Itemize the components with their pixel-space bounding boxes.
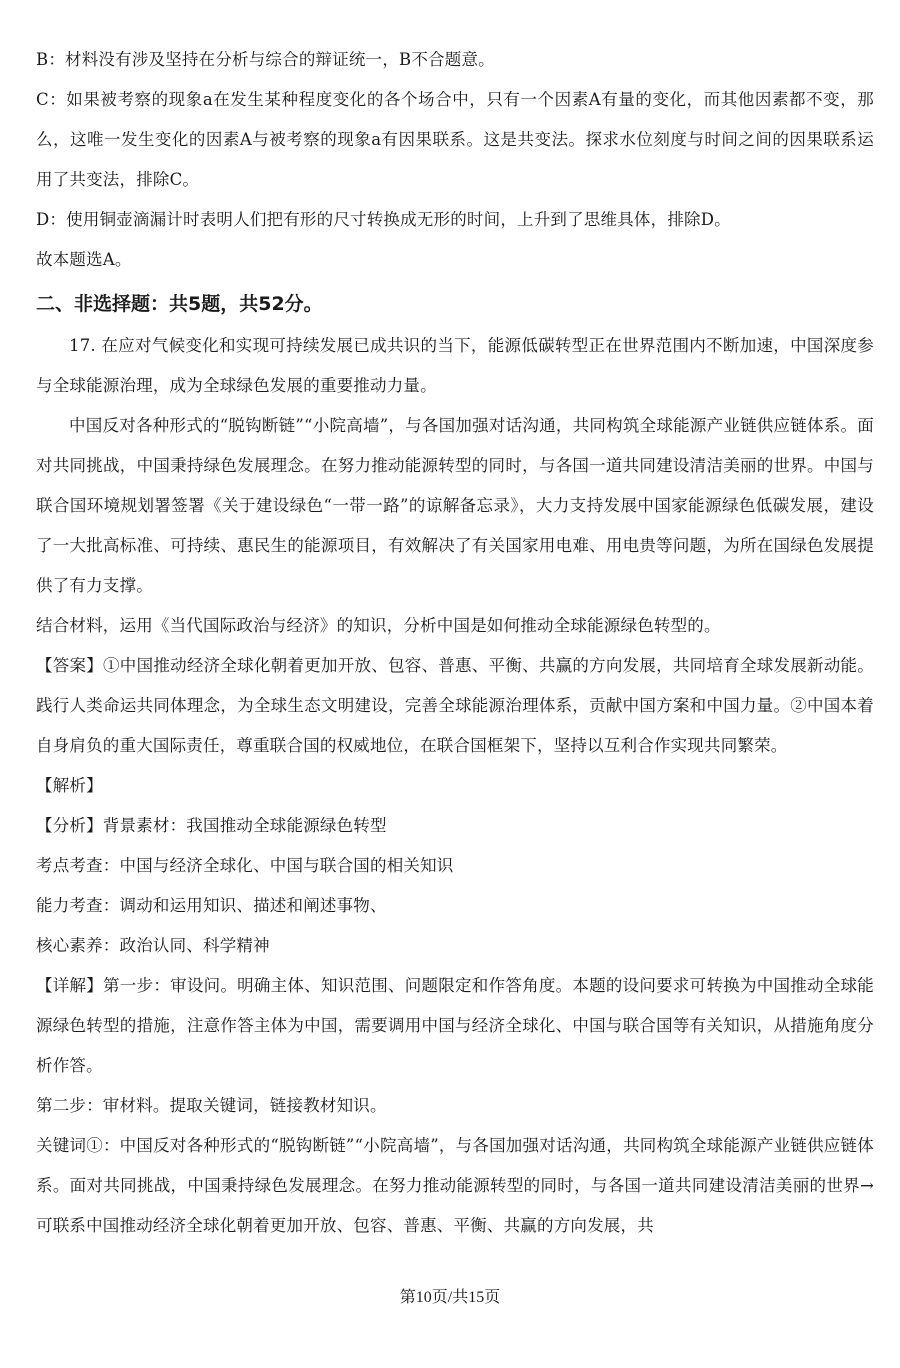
analysis-knowledge-points: 考点考查：中国与经济全球化、中国与联合国的相关知识 bbox=[36, 856, 454, 875]
analysis-label: 【解析】 bbox=[36, 776, 103, 795]
option-b-explanation: B：材料没有涉及坚持在分析与综合的辩证统一，B不合题意。 bbox=[36, 50, 495, 69]
question-material-2: 中国反对各种形式的“脱钩断链”“小院高墙”，与各国加强对话沟通，共同构筑全球能源产业链供应链体系。面对共同挑战，中国秉持绿色发展理念。在努力推动能源转型的同时，与各国一道共同建设清洁美丽的世界。中国与联合国环境规划署签署《关于建设绿色“一带一路”的谅解备忘录》，大力支持发展中国家能源绿色低碳发展，建设了一大批高标准、可持续、惠民生的能源项目，有效解决了有关国家用电难、用电贵等问题，为所在国绿色发展提供了有力支撑。 bbox=[36, 416, 874, 595]
section-title: 二、非选择题：共5题，共52分。 bbox=[36, 293, 323, 315]
document-page bbox=[36, 40, 874, 1246]
analysis-ability: 能力考查：调动和运用知识、描述和阐述事物、 bbox=[36, 896, 387, 915]
answer-text: 【答案】①中国推动经济全球化朝着更加开放、包容、普惠、平衡、共赢的方向发展，共同培育全球发展新动能。践行人类命运共同体理念，为全球生态文明建设，完善全球能源治理体系，贡献中国方案和中国力量。②中国本着自身肩负的重大国际责任，尊重联合国的权威地位，在联合国框架下，坚持以互利合作实现共同繁荣。 bbox=[36, 656, 874, 755]
page-number: 第10页/共15页 bbox=[399, 1289, 501, 1306]
option-d-explanation: D：使用铜壶滴漏计时表明人们把有形的尺寸转换成无形的时间，上升到了思维具体，排除D。 bbox=[36, 210, 731, 229]
option-c-explanation: C：如果被考察的现象a在发生某种程度变化的各个场合中，只有一个因素A有量的变化，而其他因素都不变，那么，这唯一发生变化的因素A与被考察的现象a有因果联系。这是共变法。探求水位刻度与时间之间的因果联系运用了共变法，排除C。 bbox=[36, 90, 874, 189]
analysis-background: 【分析】背景素材：我国推动全球能源绿色转型 bbox=[36, 816, 387, 835]
analysis-detail-step1: 【详解】第一步：审设问。明确主体、知识范围、问题限定和作答角度。本题的设问要求可转换为中国推动全球能源绿色转型的措施，注意作答主体为中国，需要调用中国与经济全球化、中国与联合国等有关知识，从措施角度分析作答。 bbox=[36, 976, 874, 1075]
analysis-keyword-1: 关键词①：中国反对各种形式的“脱钩断链”“小院高墙”，与各国加强对话沟通，共同构筑全球能源产业链供应链体系。面对共同挑战，中国秉持绿色发展理念。在努力推动能源转型的同时，与各国一道共同建设清洁美丽的世界→可联系中国推动经济全球化朝着更加开放、包容、普惠、平衡、共赢的方向发展，共 bbox=[36, 1136, 874, 1235]
analysis-core-literacy: 核心素养：政治认同、科学精神 bbox=[36, 936, 270, 955]
question-material-1: 17. 在应对气候变化和实现可持续发展已成共识的当下，能源低碳转型正在世界范围内不断加速，中国深度参与全球能源治理，成为全球绿色发展的重要推动力量。 bbox=[36, 336, 874, 395]
answer-conclusion: 故本题选A。 bbox=[36, 250, 132, 269]
question-prompt: 结合材料，运用《当代国际政治与经济》的知识，分析中国是如何推动全球能源绿色转型的。 bbox=[36, 616, 721, 635]
analysis-detail-step2: 第二步：审材料。提取关键词，链接教材知识。 bbox=[36, 1096, 387, 1115]
